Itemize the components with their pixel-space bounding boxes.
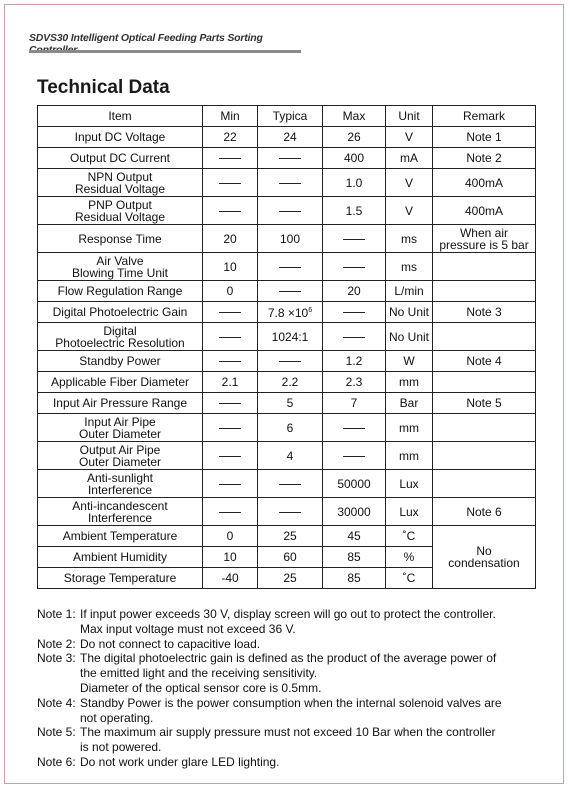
max-cell [323, 253, 386, 281]
dash-placeholder [343, 337, 365, 338]
item-label-line: Outer Diameter [78, 454, 162, 469]
remark-line: 400mA [464, 203, 504, 218]
min-cell [203, 393, 258, 414]
note-line: the emitted light and the receiving sensitivity. [80, 666, 318, 681]
dash-placeholder [219, 211, 241, 212]
remark-line: 400mA [464, 175, 504, 190]
min-cell [203, 568, 258, 589]
cell-value: 22 [223, 130, 237, 144]
cell-value: 20 [347, 284, 361, 298]
typical-cell [258, 568, 323, 589]
unit-value: Lux [399, 476, 419, 491]
item-label-line: Input DC Voltage [74, 130, 166, 144]
typical-cell [258, 127, 323, 148]
unit-cell [386, 169, 433, 197]
table-body [38, 127, 536, 589]
item-label-line: Applicable Fiber Diameter [50, 375, 190, 389]
remark-cell [433, 148, 536, 169]
unit-value: V [404, 175, 413, 190]
table-row [38, 169, 536, 197]
cell-value: 25 [283, 571, 297, 585]
max-cell [323, 414, 386, 442]
table-row [38, 225, 536, 253]
item-cell [38, 442, 203, 470]
item-cell [38, 323, 203, 351]
dash-placeholder [219, 512, 241, 513]
typical-cell [258, 351, 323, 372]
dash-placeholder [279, 361, 301, 362]
table-row [38, 302, 536, 323]
unit-value: ˚C [402, 571, 416, 585]
cell-value: 2.2 [281, 375, 299, 389]
dash-placeholder [219, 158, 241, 159]
unit-value: mm [399, 375, 419, 389]
typical-cell [258, 253, 323, 281]
unit-value: V [404, 203, 413, 218]
max-cell [323, 547, 386, 568]
note-item [37, 755, 537, 770]
item-cell [38, 169, 203, 197]
note-line: Do not connect to capacitive load. [80, 636, 261, 651]
cell-value: 1.5 [345, 203, 363, 218]
dash-placeholder [343, 456, 365, 457]
note-line: is not powered. [80, 740, 162, 755]
unit-value: L/min [394, 284, 424, 298]
item-label-line: Ambient Temperature [62, 529, 178, 543]
dash-placeholder [279, 291, 301, 292]
table-row [38, 442, 536, 470]
min-cell [203, 414, 258, 442]
table-row [38, 351, 536, 372]
remark-line: condensation [448, 556, 520, 570]
note-text [80, 651, 537, 695]
table-row [38, 372, 536, 393]
cell-value: 7 [350, 396, 358, 410]
remark-line: Note 3 [466, 305, 502, 319]
unit-cell [386, 526, 433, 547]
unit-cell [386, 127, 433, 148]
typical-cell [258, 498, 323, 526]
cell-value: 1024:1 [271, 329, 309, 344]
min-cell [203, 470, 258, 498]
cell-value: 5 [286, 396, 294, 410]
unit-value: mm [399, 420, 419, 435]
technical-data-table [37, 105, 536, 589]
unit-cell [386, 547, 433, 568]
cell-value: -40 [221, 571, 239, 585]
min-cell [203, 302, 258, 323]
item-label-line: PNP Output [88, 197, 152, 212]
remark-cell [433, 197, 536, 225]
table-row [38, 127, 536, 148]
table-row [38, 414, 536, 442]
column-header: Typica [258, 106, 323, 127]
max-cell [323, 372, 386, 393]
item-label-line: Residual Voltage [74, 209, 166, 224]
remark-line: Note 6 [466, 504, 502, 519]
max-cell [323, 498, 386, 526]
item-label-line: Response Time [78, 231, 162, 246]
item-cell [38, 225, 203, 253]
max-cell [323, 442, 386, 470]
dash-placeholder [343, 239, 365, 240]
unit-cell [386, 225, 433, 253]
item-label-line: Interference [87, 510, 153, 525]
dash-placeholder [343, 428, 365, 429]
remark-cell [433, 253, 536, 281]
typical-cell [258, 526, 323, 547]
column-header: Max [323, 106, 386, 127]
dash-placeholder [279, 512, 301, 513]
note-line: The maximum air supply pressure must not exceed 10 Bar when the controller [80, 725, 496, 740]
item-cell [38, 393, 203, 414]
remark-cell [433, 169, 536, 197]
cell-value: 85 [347, 571, 361, 585]
item-cell [38, 281, 203, 302]
typical-cell [258, 302, 323, 323]
remark-line: pressure is 5 bar [439, 237, 529, 252]
item-cell [38, 302, 203, 323]
typical-cell [258, 393, 323, 414]
typical-cell [258, 225, 323, 253]
note-text [80, 637, 537, 652]
note-line: Diameter of the optical sensor core is 0.5mm. [80, 680, 322, 695]
note-text [80, 725, 537, 755]
item-cell [38, 470, 203, 498]
item-label-line: Ambient Humidity [72, 550, 168, 564]
typical-cell [258, 547, 323, 568]
note-text [80, 607, 537, 637]
dash-placeholder [219, 456, 241, 457]
column-header: Remark [433, 106, 536, 127]
cell-value: 2.3 [345, 375, 363, 389]
unit-cell [386, 351, 433, 372]
unit-cell [386, 148, 433, 169]
typical-cell [258, 323, 323, 351]
dash-placeholder [219, 428, 241, 429]
note-label: Note 1: [37, 607, 76, 621]
cell-value: 30000 [337, 504, 371, 519]
cell-value: 7.8 ×10 [267, 306, 309, 320]
min-cell [203, 372, 258, 393]
cell-value: 50000 [337, 476, 371, 491]
unit-value: Lux [399, 504, 419, 519]
unit-value: ms [401, 231, 417, 246]
cell-value: 0 [226, 529, 234, 543]
note-line: Standby Power is the power consumption when the internal solenoid valves are [80, 695, 502, 710]
cell-value: 400 [343, 151, 365, 165]
item-label-line: Input Air Pipe [84, 414, 156, 429]
item-label-line: Anti-sunlight [86, 470, 154, 485]
remark-cell [433, 127, 536, 148]
note-item [37, 651, 537, 695]
unit-cell [386, 442, 433, 470]
item-label-line: Digital [103, 323, 137, 338]
note-label: Note 3: [37, 651, 76, 666]
unit-cell [386, 414, 433, 442]
item-label-line: Output DC Current [69, 151, 171, 165]
item-label-line: Air Valve [96, 253, 144, 268]
min-cell [203, 323, 258, 351]
table-row [38, 526, 536, 547]
max-cell [323, 526, 386, 547]
unit-value: No Unit [388, 329, 429, 344]
cell-value: 4 [286, 448, 294, 463]
remark-line: Note 2 [466, 151, 502, 165]
item-label-line: Storage Temperature [63, 571, 177, 585]
note-label: Note 5: [37, 725, 76, 740]
dash-placeholder [343, 312, 365, 313]
dash-placeholder [279, 183, 301, 184]
remark-cell [433, 414, 536, 442]
typical-cell [258, 169, 323, 197]
min-cell [203, 351, 258, 372]
max-cell [323, 225, 386, 253]
max-cell [323, 148, 386, 169]
remark-cell [433, 498, 536, 526]
note-line: If input power exceeds 30 V, display screen will go out to protect the controller. [80, 607, 496, 621]
item-cell [38, 547, 203, 568]
item-label-line: Blowing Time Unit [71, 265, 169, 280]
dash-placeholder [219, 403, 241, 404]
unit-value: Bar [399, 396, 419, 410]
cell-value: 85 [347, 550, 361, 564]
note-text [80, 755, 537, 770]
dash-placeholder [219, 337, 241, 338]
cell-value: 20 [223, 231, 237, 246]
dash-placeholder [343, 267, 365, 268]
cell-value: 26 [347, 130, 361, 144]
note-line: Do not work under glare LED lighting. [80, 754, 280, 769]
cell-value: 45 [347, 529, 361, 543]
cell-value: 0 [226, 284, 234, 298]
table-row [38, 197, 536, 225]
item-label-line: Flow Regulation Range [57, 284, 183, 298]
max-cell [323, 169, 386, 197]
item-label-line: NPN Output [87, 169, 153, 184]
remark-line: Note 4 [466, 354, 502, 368]
item-label-line: Input Air Pressure Range [52, 396, 188, 410]
unit-cell [386, 470, 433, 498]
max-cell [323, 470, 386, 498]
min-cell [203, 169, 258, 197]
max-cell [323, 127, 386, 148]
remark-cell [433, 281, 536, 302]
table-row [38, 253, 536, 281]
min-cell [203, 225, 258, 253]
table-row [38, 148, 536, 169]
typical-cell [258, 148, 323, 169]
document-header: SDVS30 Intelligent Optical Feeding Parts Sorting [29, 32, 263, 44]
max-cell [323, 393, 386, 414]
dash-placeholder [219, 183, 241, 184]
unit-cell [386, 372, 433, 393]
item-cell [38, 127, 203, 148]
unit-value: ms [401, 259, 417, 274]
remark-line: Note 5 [466, 396, 502, 410]
note-item [37, 725, 537, 755]
typical-cell [258, 281, 323, 302]
table-row [38, 470, 536, 498]
page-title: Technical Data [37, 77, 170, 98]
item-label-line: Interference [87, 482, 153, 497]
cell-value: 6 [286, 420, 294, 435]
note-text [80, 696, 537, 726]
item-label-line: Residual Voltage [74, 181, 166, 196]
note-item [37, 637, 537, 652]
min-cell [203, 498, 258, 526]
cell-value: 10 [223, 550, 237, 564]
unit-value: ˚C [402, 529, 416, 543]
max-cell [323, 568, 386, 589]
item-cell [38, 526, 203, 547]
table-row [38, 323, 536, 351]
header-divider [29, 50, 301, 53]
unit-cell [386, 197, 433, 225]
note-line: Max input voltage must not exceed 36 V. [80, 621, 296, 636]
remark-line: Note 1 [466, 130, 502, 144]
item-label-line: Output Air Pipe [79, 442, 161, 457]
min-cell [203, 127, 258, 148]
note-item [37, 607, 537, 637]
remark-line: When air [459, 225, 509, 240]
typical-cell [258, 197, 323, 225]
table-header-row [38, 106, 536, 127]
column-header: Item [38, 106, 203, 127]
item-cell [38, 148, 203, 169]
max-cell [323, 197, 386, 225]
unit-cell [386, 498, 433, 526]
unit-cell [386, 253, 433, 281]
exponent: 6 [308, 307, 313, 314]
item-cell [38, 197, 203, 225]
item-label-line: Digital Photoelectric Gain [52, 305, 188, 319]
typical-cell [258, 442, 323, 470]
item-cell [38, 414, 203, 442]
min-cell [203, 148, 258, 169]
cell-value: 24 [283, 130, 297, 144]
remark-cell [433, 351, 536, 372]
cell-value: 10 [223, 259, 237, 274]
cell-value: 60 [283, 550, 297, 564]
cell-value: 1.0 [345, 175, 363, 190]
unit-value: W [403, 354, 415, 368]
unit-cell [386, 302, 433, 323]
item-label-line: Anti-incandescent [72, 498, 168, 513]
notes-section [37, 607, 537, 770]
dash-placeholder [279, 158, 301, 159]
remark-cell [433, 372, 536, 393]
item-label-line: Photoelectric Resolution [55, 335, 185, 350]
item-label-line: Outer Diameter [78, 426, 162, 441]
item-cell [38, 253, 203, 281]
column-header: Unit [386, 106, 433, 127]
table-row [38, 393, 536, 414]
note-line: The digital photoelectric gain is defined as the product of the average power of [80, 651, 497, 666]
min-cell [203, 281, 258, 302]
cell-value: 2.1 [221, 375, 239, 389]
unit-cell [386, 323, 433, 351]
column-header: Min [203, 106, 258, 127]
max-cell [323, 351, 386, 372]
item-label-line: Standby Power [79, 354, 161, 368]
unit-cell [386, 568, 433, 589]
typical-cell [258, 470, 323, 498]
min-cell [203, 197, 258, 225]
unit-cell [386, 281, 433, 302]
remark-cell [433, 302, 536, 323]
typical-cell [258, 372, 323, 393]
remark-cell-merged [433, 526, 536, 589]
item-cell [38, 351, 203, 372]
item-cell [38, 498, 203, 526]
item-cell [38, 372, 203, 393]
note-label: Note 2: [37, 636, 76, 651]
min-cell [203, 526, 258, 547]
remark-cell [433, 225, 536, 253]
dash-placeholder [279, 484, 301, 485]
cell-value: 1.2 [345, 354, 363, 368]
typical-cell [258, 414, 323, 442]
unit-cell [386, 393, 433, 414]
max-cell [323, 281, 386, 302]
unit-value: mA [400, 151, 418, 165]
item-cell [38, 568, 203, 589]
remark-cell [433, 323, 536, 351]
max-cell [323, 323, 386, 351]
min-cell [203, 547, 258, 568]
max-cell [323, 302, 386, 323]
min-cell [203, 442, 258, 470]
min-cell [203, 253, 258, 281]
table-row [38, 498, 536, 526]
remark-cell [433, 393, 536, 414]
unit-value: % [403, 550, 415, 564]
unit-value: V [404, 130, 413, 144]
note-label: Note 6: [37, 754, 76, 769]
cell-value: 100 [279, 231, 301, 246]
note-item [37, 696, 537, 726]
remark-cell [433, 470, 536, 498]
remark-cell [433, 442, 536, 470]
note-label: Note 4: [37, 695, 76, 710]
dash-placeholder [279, 267, 301, 268]
dash-placeholder [219, 312, 241, 313]
dash-placeholder [219, 484, 241, 485]
remark-line: No [476, 544, 492, 558]
dash-placeholder [219, 361, 241, 362]
unit-value: No Unit [388, 305, 429, 319]
table-row [38, 281, 536, 302]
dash-placeholder [279, 211, 301, 212]
note-line: not operating. [80, 710, 154, 725]
unit-value: mm [399, 448, 419, 463]
cell-value: 25 [283, 529, 297, 543]
